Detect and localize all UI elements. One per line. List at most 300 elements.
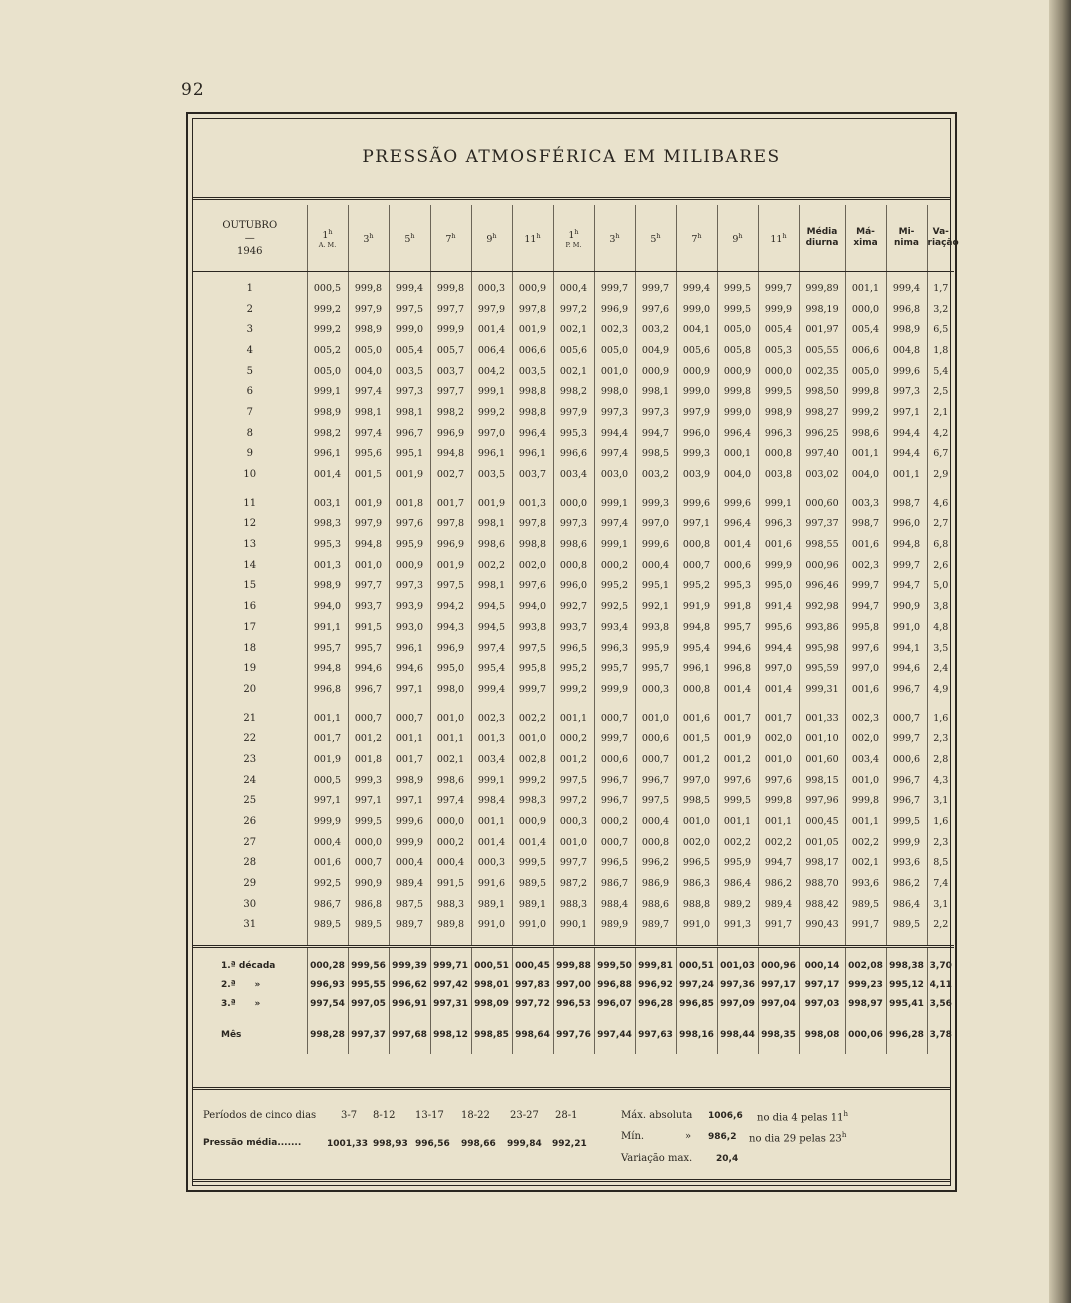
- data-cell: 001,0: [845, 770, 886, 791]
- summary-cell: 999,23: [845, 975, 886, 994]
- data-cell: 999,4: [389, 272, 430, 299]
- data-cell: 993,8: [635, 617, 676, 638]
- data-cell: 002,1: [553, 361, 594, 382]
- data-cell: 000,8: [635, 832, 676, 853]
- data-cell: 002,0: [512, 555, 553, 576]
- data-cell: 001,0: [635, 700, 676, 729]
- data-cell: 999,2: [845, 402, 886, 423]
- data-cell: 000,2: [594, 555, 635, 576]
- data-cell: 002,1: [845, 853, 886, 874]
- data-cell: 995,4: [471, 658, 512, 679]
- data-cell: 995,9: [389, 534, 430, 555]
- table-row: [193, 811, 954, 832]
- data-cell: 999,7: [594, 272, 635, 299]
- data-cell: 999,8: [758, 791, 799, 812]
- data-cell: 993,6: [886, 853, 927, 874]
- data-cell: 997,5: [635, 791, 676, 812]
- data-cell: 997,0: [676, 770, 717, 791]
- day-label: 8: [246, 427, 253, 439]
- data-cell: 000,9: [389, 555, 430, 576]
- data-cell: 4,2: [927, 423, 954, 444]
- summary-cell: 998,35: [758, 1013, 799, 1054]
- data-cell: 002,2: [512, 700, 553, 729]
- data-cell: 001,2: [717, 749, 758, 770]
- data-cell: 001,7: [389, 749, 430, 770]
- table-row: [193, 319, 954, 340]
- day-label: 1: [246, 282, 253, 294]
- day-label: 19: [243, 663, 257, 675]
- data-cell: 996,2: [635, 853, 676, 874]
- table-row: [193, 361, 954, 382]
- data-cell: 999,9: [594, 679, 635, 700]
- summary-cell: 998,38: [886, 947, 927, 976]
- data-cell: 995,7: [594, 658, 635, 679]
- data-cell: 004,1: [676, 319, 717, 340]
- data-cell: 997,1: [886, 402, 927, 423]
- page-edge: [1049, 0, 1071, 1303]
- data-cell: 002,3: [471, 700, 512, 729]
- pressure-value: 998,93: [373, 1139, 408, 1149]
- hour-sup: h: [410, 231, 415, 240]
- data-cell: 994,4: [886, 444, 927, 465]
- data-cell: 005,0: [594, 340, 635, 361]
- data-cell: 997,8: [430, 514, 471, 535]
- summary-cell: 997,42: [430, 975, 471, 994]
- data-cell: 005,4: [845, 319, 886, 340]
- data-cell: 999,0: [676, 381, 717, 402]
- data-cell: 996,1: [307, 444, 348, 465]
- month-label: OUTUBRO: [222, 219, 278, 231]
- data-cell: 998,6: [553, 534, 594, 555]
- data-cell: 999,1: [471, 381, 512, 402]
- data-cell: 000,7: [389, 700, 430, 729]
- data-cell: 001,7: [307, 728, 348, 749]
- data-cell: 986,7: [307, 894, 348, 915]
- summary-cell: 997,83: [512, 975, 553, 994]
- data-cell: 000,3: [471, 853, 512, 874]
- data-cell: 997,96: [799, 791, 845, 812]
- table-row: [193, 485, 954, 514]
- maxima-header: [845, 205, 886, 272]
- data-cell: 995,0: [758, 576, 799, 597]
- table-row: [193, 728, 954, 749]
- data-cell: 005,3: [758, 340, 799, 361]
- data-cell: 996,3: [594, 638, 635, 659]
- data-cell: 997,1: [307, 791, 348, 812]
- data-cell: 997,4: [348, 423, 389, 444]
- data-cell: 001,9: [512, 319, 553, 340]
- data-cell: 986,2: [758, 873, 799, 894]
- data-cell: 999,1: [307, 381, 348, 402]
- data-cell: 994,8: [886, 534, 927, 555]
- data-cell: 999,89: [799, 272, 845, 299]
- data-cell: 000,9: [512, 811, 553, 832]
- table-row: [193, 299, 954, 320]
- hour-sup: h: [782, 231, 787, 240]
- data-cell: 994,1: [886, 638, 927, 659]
- data-cell: 996,3: [758, 514, 799, 535]
- data-cell: 000,9: [512, 272, 553, 299]
- summary-cell: 002,08: [845, 947, 886, 976]
- data-cell: 003,0: [594, 464, 635, 485]
- data-cell: 987,2: [553, 873, 594, 894]
- data-cell: 003,5: [471, 464, 512, 485]
- summary-cell: 998,64: [512, 1013, 553, 1054]
- data-cell: 000,8: [676, 534, 717, 555]
- data-cell: 998,9: [307, 402, 348, 423]
- data-cell: 997,9: [471, 299, 512, 320]
- summary-cell: 996,92: [635, 975, 676, 994]
- data-cell: 000,2: [594, 811, 635, 832]
- table-row: [193, 873, 954, 894]
- month-dash: —: [244, 232, 255, 244]
- data-cell: 000,7: [348, 700, 389, 729]
- data-cell: 7,4: [927, 873, 954, 894]
- data-cell: 999,8: [430, 272, 471, 299]
- data-cell: 994,8: [348, 534, 389, 555]
- data-cell: 997,1: [676, 514, 717, 535]
- data-cell: 996,8: [307, 679, 348, 700]
- summary-cell: 997,63: [635, 1013, 676, 1054]
- data-cell: 997,5: [430, 576, 471, 597]
- summary-row: [193, 947, 954, 976]
- data-cell: 001,9: [389, 464, 430, 485]
- data-cell: 006,4: [471, 340, 512, 361]
- data-cell: 992,5: [594, 596, 635, 617]
- data-cell: 997,9: [348, 514, 389, 535]
- data-cell: 991,5: [430, 873, 471, 894]
- data-cell: 996,9: [430, 638, 471, 659]
- day-label: 22: [243, 733, 257, 745]
- data-cell: 999,9: [886, 832, 927, 853]
- data-cell: 998,0: [594, 381, 635, 402]
- summary-cell: 997,54: [307, 994, 348, 1013]
- data-cell: 998,9: [389, 770, 430, 791]
- data-cell: 991,9: [676, 596, 717, 617]
- data-cell: 5,4: [927, 361, 954, 382]
- day-label: 20: [243, 683, 257, 695]
- data-cell: 000,60: [799, 485, 845, 514]
- data-cell: 998,27: [799, 402, 845, 423]
- data-cell: 989,5: [348, 915, 389, 947]
- hour-value: 7: [691, 234, 698, 246]
- title-divider: [193, 197, 950, 202]
- data-cell: 997,5: [389, 299, 430, 320]
- hour-sup: h: [615, 231, 620, 240]
- data-cell: 996,6: [553, 444, 594, 465]
- data-cell: 001,3: [512, 485, 553, 514]
- data-cell: 995,7: [635, 658, 676, 679]
- data-cell: 999,5: [717, 299, 758, 320]
- data-cell: 001,97: [799, 319, 845, 340]
- table-row: [193, 423, 954, 444]
- data-cell: 000,0: [553, 485, 594, 514]
- data-cell: 997,3: [553, 514, 594, 535]
- summary-cell: 995,55: [348, 975, 389, 994]
- data-cell: 004,9: [635, 340, 676, 361]
- summary-cell: 001,03: [717, 947, 758, 976]
- data-cell: 001,0: [676, 811, 717, 832]
- hour-sup: h: [738, 231, 743, 240]
- data-cell: 994,7: [758, 853, 799, 874]
- hour-value: 9: [486, 234, 493, 246]
- data-cell: 997,3: [389, 576, 430, 597]
- summary-cell: 996,53: [553, 994, 594, 1013]
- data-cell: 999,5: [717, 272, 758, 299]
- data-cell: 986,4: [717, 873, 758, 894]
- data-cell: 988,42: [799, 894, 845, 915]
- summary-cell: 997,37: [348, 1013, 389, 1054]
- summary-cell: 000,14: [799, 947, 845, 976]
- data-cell: 997,9: [348, 299, 389, 320]
- data-cell: 986,7: [594, 873, 635, 894]
- data-cell: 991,5: [348, 617, 389, 638]
- hour-value: 1: [322, 230, 329, 242]
- summary-cell: 998,01: [471, 975, 512, 994]
- data-cell: 003,1: [307, 485, 348, 514]
- pressure-value: 1001,33: [327, 1139, 368, 1149]
- data-cell: 995,7: [307, 638, 348, 659]
- pressure-value: 992,21: [552, 1139, 587, 1149]
- data-cell: 994,7: [845, 596, 886, 617]
- data-cell: 996,4: [717, 423, 758, 444]
- data-cell: 993,6: [845, 873, 886, 894]
- day-label: 11: [243, 497, 257, 509]
- data-cell: 999,8: [845, 791, 886, 812]
- data-cell: 997,3: [389, 381, 430, 402]
- data-cell: 999,5: [758, 381, 799, 402]
- table-row: [193, 381, 954, 402]
- hour-value: 11: [524, 234, 537, 246]
- data-cell: 000,9: [717, 361, 758, 382]
- summary-row: [193, 1013, 954, 1054]
- data-cell: 001,1: [471, 811, 512, 832]
- data-cell: 993,4: [594, 617, 635, 638]
- data-cell: 005,0: [717, 319, 758, 340]
- data-cell: 989,8: [430, 915, 471, 947]
- summary-cell: 997,03: [799, 994, 845, 1013]
- data-cell: 998,9: [348, 319, 389, 340]
- data-cell: 997,3: [594, 402, 635, 423]
- summary-cell: 996,85: [676, 994, 717, 1013]
- data-cell: 000,6: [717, 555, 758, 576]
- data-cell: 002,2: [758, 832, 799, 853]
- data-cell: 998,2: [430, 402, 471, 423]
- period-label: 18-22: [461, 1110, 490, 1121]
- data-cell: 003,4: [845, 749, 886, 770]
- data-cell: 000,1: [717, 444, 758, 465]
- data-cell: 002,0: [676, 832, 717, 853]
- max-label: Máx. absoluta: [621, 1110, 693, 1121]
- max-value: 1006,6: [708, 1111, 743, 1121]
- data-cell: 003,4: [553, 464, 594, 485]
- data-cell: 000,8: [553, 555, 594, 576]
- data-cell: 001,1: [886, 464, 927, 485]
- data-cell: 000,4: [389, 853, 430, 874]
- data-cell: 999,6: [635, 534, 676, 555]
- data-cell: 996,5: [553, 638, 594, 659]
- data-cell: 002,7: [430, 464, 471, 485]
- data-cell: 998,6: [845, 423, 886, 444]
- table-row: [193, 617, 954, 638]
- daily-rows: [193, 272, 954, 947]
- table-row: [193, 272, 954, 299]
- hour-header-2: [348, 205, 389, 272]
- data-cell: 001,0: [348, 555, 389, 576]
- data-cell: 001,0: [430, 700, 471, 729]
- data-cell: 003,7: [430, 361, 471, 382]
- data-cell: 988,3: [430, 894, 471, 915]
- data-cell: 989,7: [389, 915, 430, 947]
- data-cell: 994,6: [886, 658, 927, 679]
- data-cell: 000,3: [553, 811, 594, 832]
- data-cell: 994,4: [886, 423, 927, 444]
- data-cell: 2,1: [927, 402, 954, 423]
- data-cell: 996,7: [635, 770, 676, 791]
- day-label: 13: [243, 539, 257, 551]
- data-cell: 005,0: [307, 361, 348, 382]
- summary-cell: 996,62: [389, 975, 430, 994]
- data-cell: 989,1: [512, 894, 553, 915]
- table-row: [193, 658, 954, 679]
- data-cell: 997,4: [348, 381, 389, 402]
- data-cell: 995,4: [676, 638, 717, 659]
- summary-cell: 998,28: [307, 1013, 348, 1054]
- data-cell: 001,9: [307, 749, 348, 770]
- data-cell: 996,8: [717, 658, 758, 679]
- data-cell: 996,7: [594, 791, 635, 812]
- data-cell: 001,4: [758, 679, 799, 700]
- data-cell: 001,1: [553, 700, 594, 729]
- data-cell: 000,6: [886, 749, 927, 770]
- summary-cell: 998,12: [430, 1013, 471, 1054]
- data-cell: 996,9: [594, 299, 635, 320]
- data-cell: 004,0: [845, 464, 886, 485]
- data-cell: 994,6: [717, 638, 758, 659]
- data-cell: 997,9: [676, 402, 717, 423]
- data-cell: 991,7: [845, 915, 886, 947]
- data-cell: 995,2: [676, 576, 717, 597]
- data-cell: 000,0: [758, 361, 799, 382]
- data-cell: 006,6: [512, 340, 553, 361]
- day-label: 27: [243, 836, 257, 848]
- hour-value: 3: [609, 234, 616, 246]
- data-cell: 002,2: [471, 555, 512, 576]
- summary-label: Mês: [221, 1029, 242, 1040]
- periods-label: Períodos de cinco dias: [203, 1110, 317, 1121]
- data-cell: 997,7: [553, 853, 594, 874]
- hour-value: 3: [363, 234, 370, 246]
- data-cell: 999,7: [594, 728, 635, 749]
- pressure-value: 998,66: [461, 1139, 496, 1149]
- data-cell: 999,7: [886, 555, 927, 576]
- data-cell: 995,3: [717, 576, 758, 597]
- data-cell: 986,4: [886, 894, 927, 915]
- data-cell: 002,35: [799, 361, 845, 382]
- table-row: [193, 915, 954, 947]
- table-row: [193, 555, 954, 576]
- data-cell: 005,55: [799, 340, 845, 361]
- data-cell: 996,0: [676, 423, 717, 444]
- data-cell: 002,3: [594, 319, 635, 340]
- data-cell: 994,7: [635, 423, 676, 444]
- data-cell: 4,8: [927, 617, 954, 638]
- hour-header-4: [430, 205, 471, 272]
- day-label: 23: [243, 753, 257, 765]
- variacao-header-line2: riação: [927, 238, 959, 248]
- data-cell: 997,40: [799, 444, 845, 465]
- data-cell: 995,8: [512, 658, 553, 679]
- summary-rows: [193, 947, 954, 1055]
- data-cell: 994,8: [307, 658, 348, 679]
- minima-header-line1: Mi-: [898, 227, 915, 237]
- data-cell: 999,3: [348, 770, 389, 791]
- data-cell: 001,2: [348, 728, 389, 749]
- data-cell: 997,3: [886, 381, 927, 402]
- data-cell: 993,9: [389, 596, 430, 617]
- data-cell: 001,4: [717, 534, 758, 555]
- table-row: [193, 749, 954, 770]
- hour-sup: h: [697, 231, 702, 240]
- data-cell: 998,1: [471, 576, 512, 597]
- data-cell: 999,3: [676, 444, 717, 465]
- table-row: [193, 402, 954, 423]
- hour-header-8: [594, 205, 635, 272]
- data-cell: 000,3: [471, 272, 512, 299]
- data-cell: 005,4: [758, 319, 799, 340]
- data-cell: 995,3: [307, 534, 348, 555]
- data-cell: 005,0: [348, 340, 389, 361]
- table-row: [193, 534, 954, 555]
- data-cell: 999,8: [717, 381, 758, 402]
- data-cell: 992,98: [799, 596, 845, 617]
- data-cell: 992,5: [307, 873, 348, 894]
- day-label: 14: [243, 559, 257, 571]
- summary-cell: 997,17: [758, 975, 799, 994]
- data-cell: 999,6: [676, 485, 717, 514]
- page-number: 92: [181, 80, 205, 100]
- data-cell: 000,8: [758, 444, 799, 465]
- data-cell: 994,5: [471, 596, 512, 617]
- summary-cell: 997,76: [553, 1013, 594, 1054]
- data-cell: 989,5: [512, 873, 553, 894]
- day-label: 5: [246, 365, 253, 377]
- data-cell: 001,1: [845, 272, 886, 299]
- data-cell: 999,5: [348, 811, 389, 832]
- day-label: 29: [243, 878, 257, 890]
- data-cell: 994,0: [512, 596, 553, 617]
- data-cell: 997,3: [635, 402, 676, 423]
- data-cell: 000,4: [553, 272, 594, 299]
- max-text: [757, 1110, 848, 1123]
- summary-cell: 998,09: [471, 994, 512, 1013]
- hour-header-6: [512, 205, 553, 272]
- data-cell: 991,6: [471, 873, 512, 894]
- data-cell: 997,2: [553, 791, 594, 812]
- data-cell: 997,0: [635, 514, 676, 535]
- data-cell: 991,4: [758, 596, 799, 617]
- data-cell: 994,5: [471, 617, 512, 638]
- data-cell: 001,4: [471, 832, 512, 853]
- data-cell: 002,1: [553, 319, 594, 340]
- day-label: 30: [243, 898, 257, 910]
- data-cell: 999,2: [512, 770, 553, 791]
- data-cell: 001,8: [348, 749, 389, 770]
- data-cell: 4,3: [927, 770, 954, 791]
- data-cell: 996,1: [676, 658, 717, 679]
- data-cell: 1,6: [927, 700, 954, 729]
- data-cell: 999,2: [553, 679, 594, 700]
